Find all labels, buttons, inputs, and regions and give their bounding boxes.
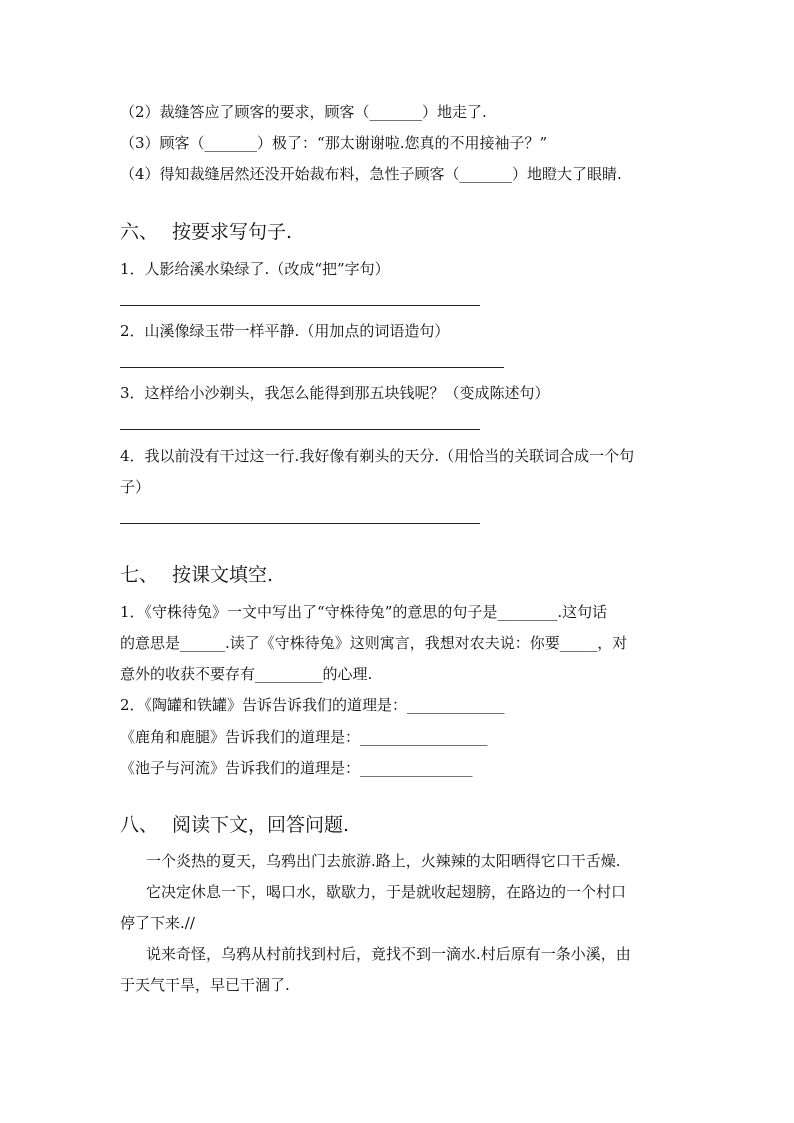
section6-question-2: 2．山溪像绿玉带一样平静.（用加点的词语造句） (120, 322, 450, 340)
passage-paragraph-2-cont: 停了下来.// (120, 914, 195, 932)
section6-question-3: 3．这样给小沙剃头，我怎么能得到那五块钱呢？（变成陈述句） (120, 384, 550, 402)
section6-heading (120, 220, 292, 244)
answer-line-1[interactable] (120, 305, 480, 306)
answer-line-2[interactable] (120, 367, 504, 368)
passage-paragraph-2: 它决定休息一下，喝口水，歇歇力，于是就收起翅膀，在路边的一个村口 (146, 883, 627, 901)
section6-number: 六、 (120, 221, 159, 243)
section6-title: 按要求写句子. (172, 221, 293, 243)
section8-title: 阅读下文，回答问题. (172, 814, 350, 836)
section5-item-3: （3）顾客（_______）极了：“那太谢谢啦.您真的不用接袖子？” (120, 134, 548, 152)
section5-item-4: （4）得知裁缝居然还没开始裁布料，急性子顾客（_______）地瞪大了眼睛. (120, 165, 622, 183)
answer-line-4[interactable] (120, 523, 480, 524)
section7-line-6: 《池子与河流》告诉我们的道理是：_______________ (120, 759, 473, 777)
section6-question-1: 1．人影给溪水染绿了.（改成“把”字句） (120, 260, 390, 278)
passage-paragraph-3-cont: 于天气干旱，早已干涸了. (120, 976, 290, 994)
passage-paragraph-1: 一个炎热的夏天，乌鸦出门去旅游.路上，火辣辣的太阳晒得它口干舌燥. (146, 852, 621, 870)
section7-line-5: 《鹿角和鹿腿》告诉我们的道理是：_________________ (120, 728, 488, 746)
answer-line-3[interactable] (120, 429, 480, 430)
section7-line-1: 1．《守株待兔》一文中写出了“守株待兔”的意思的句子是________.这句话 (120, 603, 608, 621)
section7-line-2: 的意思是______.读了《守株待兔》这则寓言，我想对农夫说：你要_____，对 (120, 634, 628, 652)
section6-question-4-cont: 子） (120, 478, 151, 496)
section6-question-4: 4．我以前没有干过这一行.我好像有剃头的天分.（用恰当的关联词合成一个句 (120, 447, 635, 465)
passage-paragraph-3: 说来奇怪，乌鸦从村前找到村后，竟找不到一滴水.村后原有一条小溪，由 (146, 945, 631, 963)
section8-number: 八、 (120, 814, 159, 836)
section7-title: 按课文填空. (172, 564, 274, 586)
section7-number: 七、 (120, 564, 159, 586)
section7-line-3: 意外的收获不要存有_________的心理. (120, 665, 373, 683)
section7-heading (120, 563, 273, 587)
section5-item-2: （2）裁缝答应了顾客的要求，顾客（_______）地走了. (120, 103, 487, 121)
section7-line-4: 2．《陶罐和铁罐》告诉告诉我们的道理是：_____________ (120, 696, 505, 714)
section8-heading (120, 813, 349, 837)
